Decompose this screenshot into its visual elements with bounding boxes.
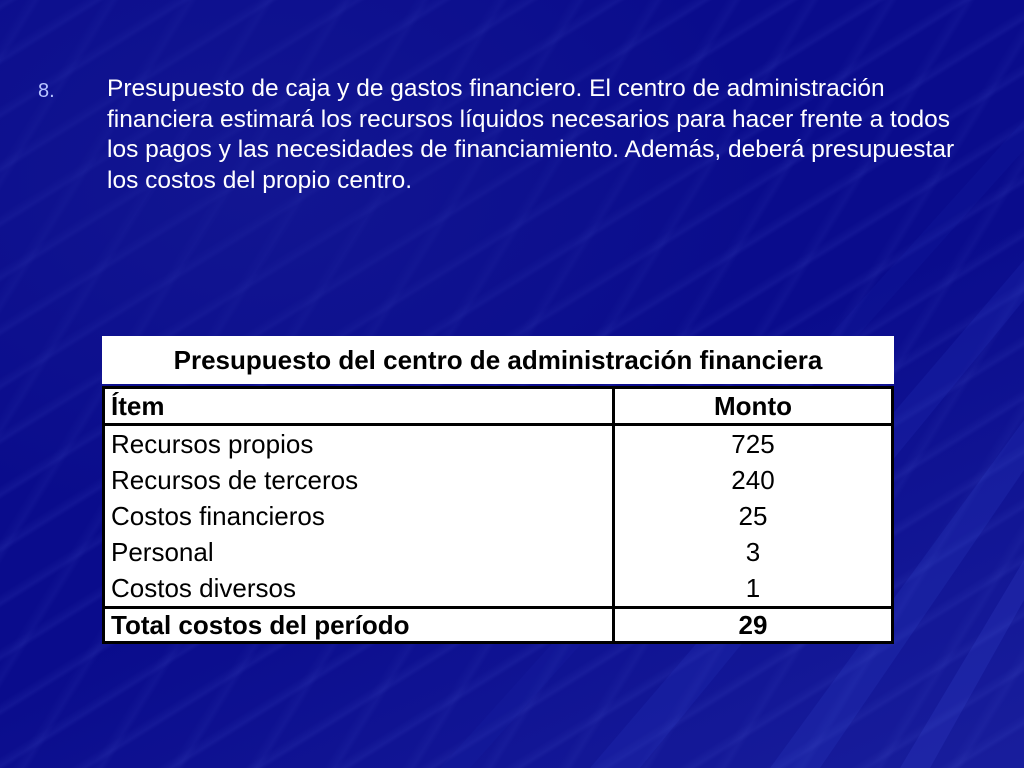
table-row	[104, 462, 893, 498]
row-amount: 25	[614, 498, 893, 534]
row-item: Personal	[104, 534, 614, 570]
row-amount: 725	[614, 425, 893, 463]
total-row	[104, 608, 893, 643]
table-row	[104, 498, 893, 534]
paragraph-text: Presupuesto de caja y de gastos financiero. El centro de administración financiera estimará los recursos líquidos necesarios para hacer frente a todos los pagos y las necesidades de financiamiento. Además, deberá presupuestar los costos del propio centro.	[107, 75, 955, 194]
table-caption: Presupuesto del centro de administración financiera	[102, 336, 894, 384]
total-label: Total costos del período	[104, 608, 614, 643]
row-item: Recursos de terceros	[104, 462, 614, 498]
header-item: Ítem	[104, 388, 614, 425]
row-amount: 3	[614, 534, 893, 570]
row-item: Recursos propios	[104, 425, 614, 463]
row-item: Costos diversos	[104, 570, 614, 608]
row-item: Costos financieros	[104, 498, 614, 534]
header-amount: Monto	[614, 388, 893, 425]
budget-table	[102, 386, 894, 644]
list-number: 8.	[38, 80, 55, 102]
table-row	[104, 534, 893, 570]
table-header-row	[104, 388, 893, 425]
row-amount: 240	[614, 462, 893, 498]
total-amount: 29	[614, 608, 893, 643]
table-row	[104, 425, 893, 463]
table-row	[104, 570, 893, 608]
row-amount: 1	[614, 570, 893, 608]
numbered-paragraph	[38, 74, 978, 196]
